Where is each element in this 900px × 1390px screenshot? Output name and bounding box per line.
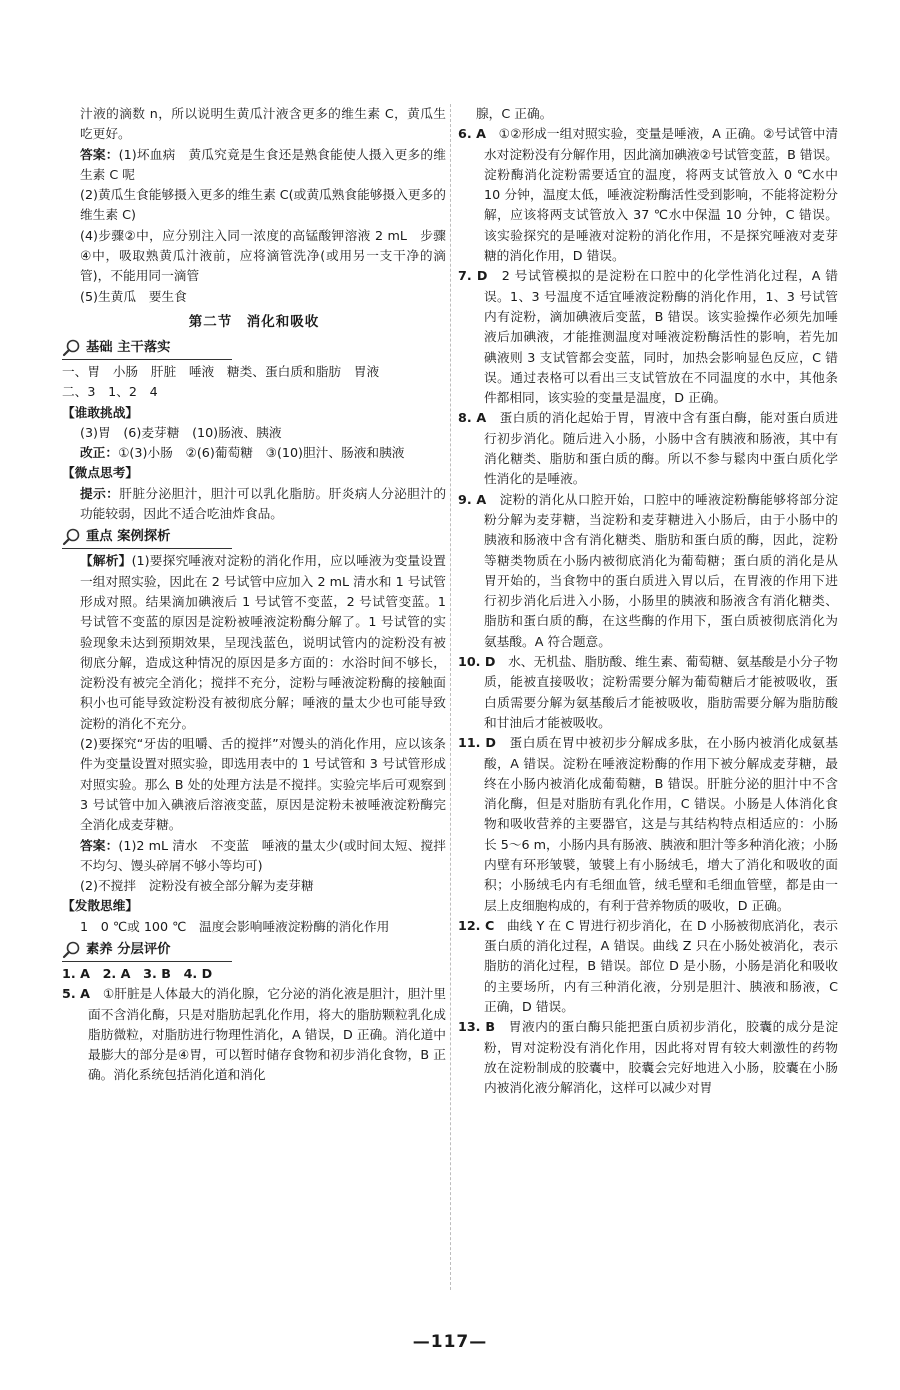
answer-text: (1)坏血病 黄瓜究竟是生食还是熟食能使人摄入更多的维生素 C 呢 [80, 146, 446, 182]
question-number: 6. A [458, 126, 486, 142]
question-number: 5. A [62, 986, 90, 1002]
paragraph: 汁液的滴数 n，所以说明生黄瓜汁液含更多的维生素 C，黄瓜生吃更好。 [80, 106, 446, 142]
right-column [458, 104, 838, 1099]
paragraph [62, 484, 446, 525]
magnifier-icon [62, 528, 82, 546]
inline-label: 【解析】 [80, 553, 132, 569]
question-answer [458, 124, 838, 266]
question-explanation: 蛋白质的消化起始于胃，胃液中含有蛋白酶，能对蛋白质进行初步消化。随后进入小肠，小肠中含有胰液和肠液，其中有消化糖类、脂肪和蛋白质的酶。所以不参与鬆肉中蛋白质化学性消化的是唾液。 [484, 410, 839, 487]
answer-line: (2)黄瓜生食能够摄入更多的维生素 C(或黄瓜熟食能够摄入更多的维生素 C) [80, 187, 446, 223]
question-number: 12. C [458, 917, 495, 933]
section-heading-text: 重点 案例探析 [86, 529, 171, 545]
inline-text: ①(3)小肠 ②(6)葡萄糖 ③(10)胆汁、肠液和胰液 [118, 445, 405, 461]
section-title: 第二节 消化和吸收 [188, 313, 320, 330]
question-explanation: 2 号试管模拟的是淀粉在口腔中的化学性消化过程，A 错误。1、3 号温度不适宜唾液淀粉酶的消化作用，1、3 号试管内有淀粉，滴加碘液后变蓝，B 错误。该实验操作必须先加唾液后加碘液，才能推测温度对唾液淀粉酶活性的影响，若先加碘液则 3 支试管都会变蓝，同时，加热会影响显色反应，C 错误。通过表格可以看出三支试管放在不同温度的水中，其他条件都相同，该实验的变量是温度，D 正确。 [484, 268, 838, 406]
answer-text: (1)2 mL 清水 不变蓝 唾液的量太少(或时间太短、搅拌不均匀、馒头碎屑不够小等均可) [80, 837, 446, 873]
box-label: 【发散思维】 [62, 898, 139, 914]
paragraph [62, 443, 446, 463]
answer-line [62, 145, 446, 186]
answer-line [62, 836, 446, 877]
section-heading-text: 素养 分层评价 [86, 941, 171, 957]
question-explanation: ①肝脏是人体最大的消化腺，它分泌的消化液是胆汁，胆汁里面不含消化酶，只是对脂肪起乳化作用，将大的脂肪颗粒乳化成脂肪微粒，对脂肪进行物理性消化，A 错误，D 正确。消化道中最膨大的部分是④胃，可以暂时储存食物和初步消化食物，B 正确。消化系统包括消化道和消化 [88, 986, 447, 1083]
section-heading-zhongdian [62, 526, 232, 549]
answer-label: 答案： [80, 146, 119, 162]
inline-label: 提示： [80, 485, 120, 501]
paragraph [62, 551, 446, 734]
question-answer [458, 733, 838, 916]
question-explanation: ①②形成一组对照实验，变量是唾液，A 正确。②号试管中清水对淀粉没有分解作用，因此滴加碘液②号试管变蓝，B 错误。淀粉酶消化淀粉需要适宜的温度，将两支试管放入 0 ℃水中 10 分钟，温度太低，唾液淀粉酶活性受到影响，不能将淀粉分解，应该将两支试管放入 37 ℃水中保温 10 分钟，C 错误。该实验探究的是唾液对淀粉的消化作用，不是探究唾液对麦芽糖的消化作用，D 错误。 [484, 126, 839, 264]
question-number: 11. D [458, 735, 496, 751]
paragraph: 腺，C 正确。 [476, 106, 553, 121]
left-column [62, 104, 446, 1086]
question-number: 9. A [458, 491, 487, 507]
question-number: 8. A [458, 410, 487, 426]
paragraph: 1 0 ℃或 100 ℃ 温度会影响唾液淀粉酶的消化作用 [80, 918, 390, 934]
page-number: —117— [412, 1332, 488, 1352]
box-label: 【微点思考】 [62, 465, 139, 481]
question-answer [458, 266, 838, 408]
question-explanation: 水、无机盐、脂肪酸、维生素、葡萄糖、氨基酸是小分子物质，能被直接吸收；淀粉需要分解为葡萄糖后才能被吸收，蛋白质需要分解为氨基酸后才能被吸收，脂肪需要分解为脂肪酸和甘油后才能被吸收。 [484, 654, 838, 730]
answer-label: 答案： [80, 837, 119, 853]
inline-text: 肝脏分泌胆汁，胆汁可以乳化脂肪。肝炎病人分泌胆汁的功能较弱，因此不适合吃油炸食品。 [80, 485, 447, 522]
question-answer [458, 408, 838, 489]
question-answer [458, 490, 838, 652]
magnifier-icon [62, 339, 82, 357]
question-explanation: 胃液内的蛋白酶只能把蛋白质初步消化，胶囊的成分是淀粉，胃对淀粉没有消化作用，因此将对胃有较大刺激性的药物放在淀粉制成的胶囊中，胶囊会完好地进入小肠，胶囊在小肠内被消化液分解消化，这样可以减少对胃 [484, 1019, 839, 1096]
inline-label: 改正： [80, 445, 119, 461]
paragraph: (2)要探究“牙齿的咀嚼、舌的搅拌”对馒头的消化作用，应以该条件为变量设置对照实验，即选用表中的 1 号试管和 3 号试管形成对照实验。那么 B 处的处理方法是不搅拌。实验完毕后可观察到 3 号试管中加入碘液后溶液变蓝，原因是淀粉未被唾液淀粉酶完全消化成麦芽糖。 [80, 736, 446, 833]
paragraph: 二、3 1、2 4 [62, 384, 158, 400]
answer-list: 1. A 2. A 3. B 4. D [62, 965, 213, 981]
answer-line: (2)不搅拌 淀粉没有被全部分解为麦芽糖 [80, 878, 314, 894]
question-explanation: 曲线 Y 在 C 胃进行初步消化，在 D 小肠被彻底消化，表示蛋白质的消化过程，A 错误。曲线 Z 只在小肠处被消化，表示脂肪的消化过程，B 错误。部位 D 是小肠，小肠是消化和吸收的主要场所，内有三种消化液，分别是胆汁、胰液和肠液，C 正确，D 错误。 [484, 917, 838, 1015]
inline-text: (1)要探究唾液对淀粉的消化作用，应以唾液为变量设置一组对照实验，因此在 2 号试管中应加入 2 mL 清水和 1 号试管形成对照。结果滴加碘液后 1 号试管不变蓝，2 号试管变蓝。1 号试管不变蓝的原因是淀粉被唾液淀粉酶分解了。1 号试管的实验现象未达到预期效果，呈现浅蓝色，说明试管内的淀粉没有被彻底分解，造成这种情况的原因是多方面的：水浴时间不够长，淀粉没有被完全消化；搅拌不充分，淀粉与唾液淀粉酶的接触面积小也可能导致淀粉没有被彻底分解；唾液的量太少也可能导致淀粉的消化不充分。 [80, 553, 446, 731]
question-answer [62, 984, 446, 1085]
section-heading-suyang [62, 939, 232, 962]
section-heading-text: 基础 主干落实 [86, 339, 171, 355]
paragraph: 一、胃 小肠 肝脏 唾液 糖类、蛋白质和脂肪 胃液 [62, 363, 380, 379]
column-divider [450, 104, 452, 1290]
magnifier-icon [62, 941, 82, 959]
question-number: 7. D [458, 268, 488, 284]
answer-line: (5)生黄瓜 要生食 [80, 288, 187, 304]
question-explanation: 蛋白质在胃中被初步分解成多肽，在小肠内被消化成氨基酸，A 错误。淀粉在唾液淀粉酶的作用下被分解成麦芽糖，最终在小肠内被消化成葡萄糖，B 错误。肝脏分泌的胆汁中不含消化酶，但是对脂肪有乳化作用，C 错误。小肠是人体消化食物和吸收营养的主要器官，这是与其结构特点相适应的：小肠长 5～6 m，小肠内具有肠液、胰液和胆汁等多种消化液；小肠内壁有环形皱襞，皱襞上有小肠绒毛，增大了消化和吸收的面积；小肠绒毛内有毛细血管，绒毛壁和毛细血管壁，都是由一层上皮细胞构成的，有利于营养物质的吸收，D 正确。 [484, 735, 839, 913]
question-number: 10. D [458, 654, 496, 670]
paragraph: (3)胃 (6)麦芽糖 (10)肠液、胰液 [80, 424, 282, 440]
question-answer [458, 652, 838, 733]
question-answer [458, 1017, 838, 1098]
box-label: 【谁敢挑战】 [62, 404, 139, 420]
question-answer [458, 916, 838, 1017]
question-number: 13. B [458, 1019, 496, 1035]
section-heading-jichu [62, 337, 232, 360]
answer-line: (4)步骤②中，应分别注入同一浓度的高锰酸钾溶液 2 mL 步骤④中，吸取熟黄瓜汁液前，应将滴管洗净(或用另一支干净的滴管)，不能用同一滴管 [80, 227, 446, 284]
question-explanation: 淀粉的消化从口腔开始，口腔中的唾液淀粉酶能够将部分淀粉分解为麦芽糖，当淀粉和麦芽糖进入小肠后，由于小肠中的胰液和肠液中含有消化糖类、脂肪和蛋白质的酶，因此，淀粉等糖类物质在小肠内被彻底消化为葡萄糖；蛋白质的消化是从胃开始的，当食物中的蛋白质进入胃以后，在胃液的作用下进行初步消化后进入小肠，小肠里的胰液和肠液含有消化糖类、脂肪和蛋白质的酶，在这些酶的作用下，蛋白质被彻底消化为氨基酸。A 符合题意。 [484, 491, 839, 649]
